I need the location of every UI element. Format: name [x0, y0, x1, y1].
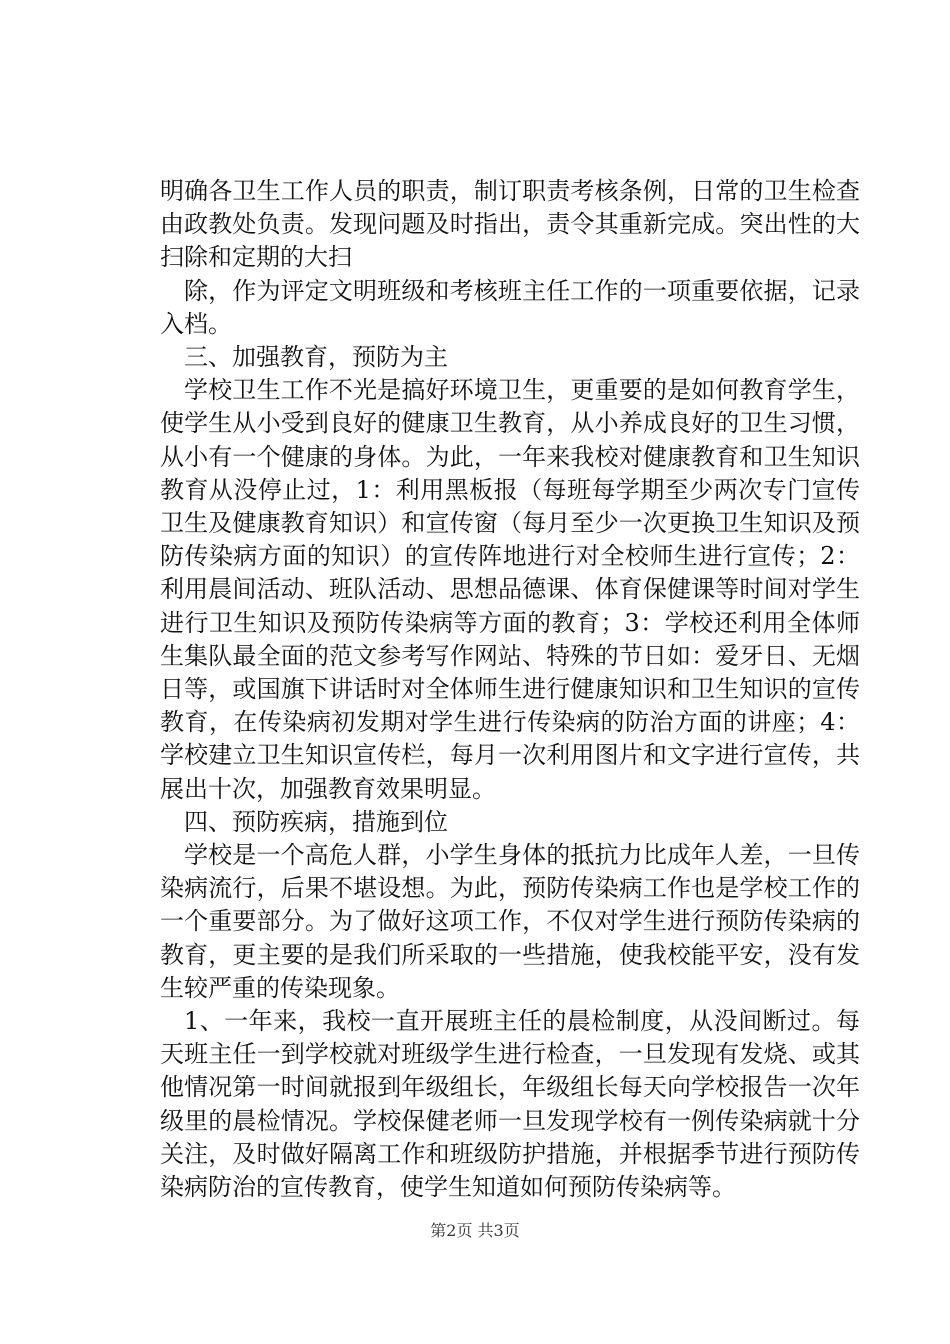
paragraph-7: 1、一年来，我校一直开展班主任的晨检制度，从没间断过。每天班主任一到学校就对班级学生进行检查，一旦发现有发烧、或其他情况第一时间就报到年级组长，年级组长每天向学校报告一次年级里的晨检情况。学校保健老师一旦发现学校有一例传染病就十分关注，及时做好隔离工作和班级防护措施，并根据季节进行预防传染病防治的宣传教育，使学生知道如何预防传染病等。 — [160, 1007, 860, 1202]
paragraph-6: 学校是一个高危人群，小学生身体的抵抗力比成年人差，一旦传染病流行，后果不堪设想。为此，预防传染病工作也是学校工作的一个重要部分。为了做好这项工作，不仅对学生进行预防传染病的教育，更主要的是我们所采取的一些措施，使我校能平安，没有发生较严重的传染现象。 — [160, 841, 860, 1002]
paragraph-2: 除，作为评定文明班级和考核班主任工作的一项重要依据，记录入档。 — [160, 276, 860, 338]
paragraph-4: 学校卫生工作不光是搞好环境卫生，更重要的是如何教育学生，使学生从小受到良好的健康卫生教育，从小养成良好的卫生习惯，从小有一个健康的身体。为此，一年来我校对健康教育和卫生知识教育从没停止过，1：利用黑板报（每班每学期至少两次专门宣传卫生及健康教育知识）和宣传窗（每月至少一次更换卫生知识及预防传染病方面的知识）的宣传阵地进行对全校师生进行宣传；2：利用晨间活动、班队活动、思想品德课、体育保健课等时间对学生进行卫生知识及预防传染病等方面的教育；3：学校还利用全体师生集队最全面的范文参考写作网站、特殊的节日如：爱牙日、无烟日等，或国旗下讲话时对全体师生进行健康知识和卫生知识的宣传教育，在传染病初发期对学生进行传染病的防治方面的讲座；4：学校建立卫生知识宣传栏，每月一次利用图片和文字进行宣传，共展出十次，加强教育效果明显。 — [160, 376, 860, 803]
paragraph-1: 明确各卫生工作人员的职责，制订职责考核条例，日常的卫生检查由政教处负责。发现问题及时指出，责令其重新完成。突出性的大扫除和定期的大扫 — [160, 177, 860, 272]
section-heading-4: 四、预防疾病，措施到位 — [184, 807, 448, 836]
section-heading-3: 三、加强教育，预防为主 — [184, 343, 448, 372]
page-footer: 第2页 共3页 — [430, 1221, 520, 1240]
document-body — [160, 175, 860, 1204]
